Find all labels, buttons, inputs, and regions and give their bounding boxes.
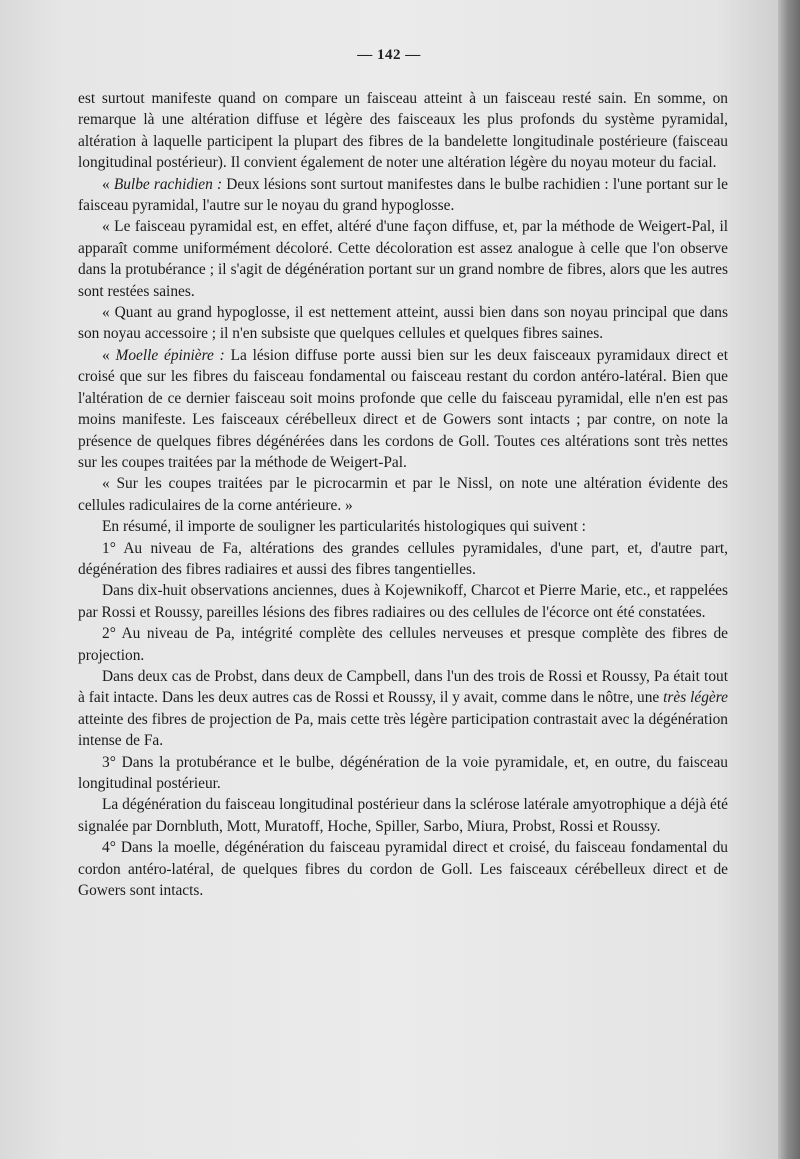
paragraph <box>78 345 728 473</box>
paragraph-prefix: « <box>102 175 114 193</box>
emphasis: très légère <box>663 689 728 707</box>
paragraph-text: Deux lésions sont surtout manifestes dans le bulbe rachidien : l'une portant sur le faisceau pyramidal, l'autre sur le noyau du grand hypoglosse. <box>78 175 728 215</box>
paragraph-prefix: « <box>102 346 116 364</box>
paragraph <box>78 174 728 217</box>
paragraph-text: atteinte des fibres de projection de Pa, mais cette très légère participation contrastait avec la dégénération intense de Fa. <box>78 710 728 750</box>
paragraph: « Sur les coupes traitées par le picrocarmin et par le Nissl, on note une altération évidente des cellules radiculaires de la corne antérieure. » <box>78 475 728 514</box>
paragraph: 1° Au niveau de Fa, altérations des grandes cellules pyramidales, d'une part, et, d'autre part, dégénération des fibres radiaires et aussi des fibres tangentielles. <box>78 539 728 578</box>
paragraph <box>78 666 728 752</box>
paragraph: La dégénération du faisceau longitudinal postérieur dans la sclérose latérale amyotrophique a déjà été signalée par Dornbluth, Mott, Muratoff, Hoche, Spiller, Sarbo, Miura, Probst, Rossi et Roussy. <box>78 796 728 835</box>
paragraph: 4° Dans la moelle, dégénération du faisceau pyramidal direct et croisé, du faisceau fondamental du cordon antéro-latéral, de quelques fibres du cordon de Goll. Les faisceaux cérébelleux direct et de Gowers sont intacts. <box>78 839 728 900</box>
paragraph: 3° Dans la protubérance et le bulbe, dégénération de la voie pyramidale, et, en outre, du faisceau longitudinal postérieur. <box>78 753 728 792</box>
paragraph: « Quant au grand hypoglosse, il est nettement atteint, aussi bien dans son noyau principal que dans son noyau accessoire ; il n'en subsiste que quelques cellules et quelques fibres saines. <box>78 304 728 343</box>
page-number: — 142 — <box>357 47 421 63</box>
section-heading: Moelle épinière : <box>115 346 225 364</box>
paragraph: Dans dix-huit observations anciennes, dues à Kojewnikoff, Charcot et Pierre Marie, etc., et rappelées par Rossi et Roussy, pareilles lésions des fibres radiaires ou des cellules de l'écorce ont été constatées. <box>78 582 728 621</box>
paragraph: est surtout manifeste quand on compare un faisceau atteint à un faisceau resté sain. En somme, on remarque là une altération diffuse et légère des faisceaux les plus profonds du système pyramidal, altération à laquelle participent la plupart des fibres de la bandelette longitudinale postérieure (faisceau longitudinal postérieur). Il convient également de noter une altération légère du noyau moteur du facial. <box>78 90 728 172</box>
body-text <box>78 88 728 901</box>
section-heading: Bulbe rachidien : <box>113 175 223 193</box>
page-edge-shadow <box>778 0 800 1159</box>
paragraph: 2° Au niveau de Pa, intégrité complète des cellules nerveuses et presque complète des fibres de projection. <box>78 625 728 664</box>
paragraph: En résumé, il importe de souligner les particularités histologiques qui suivent : <box>102 518 586 536</box>
paragraph: « Le faisceau pyramidal est, en effet, altéré d'une façon diffuse, et, par la méthode de Weigert-Pal, il apparaît comme uniformément décoloré. Cette décoloration est assez analogue à celle que l'on observe dans la protubérance ; il s'agit de dégénération portant sur un grand nombre de fibres, alors que les autres sont restées saines. <box>78 218 728 300</box>
paragraph-text: Dans deux cas de Probst, dans deux de Campbell, dans l'un des trois de Rossi et Roussy, Pa était tout à fait intacte. Dans les deux autres cas de Rossi et Roussy, il y avait, comme dans le nôtre, une <box>78 667 728 707</box>
paragraph-text: La lésion diffuse porte aussi bien sur les deux faisceaux pyramidaux direct et croisé que sur les fibres du faisceau fondamental ou faisceau restant du cordon antéro-latéral. Bien que l'altération de ce dernier faisceau soit moins profonde que celle du faisceau pyramidal, elle n'en est pas moins manifeste. Les faisceaux cérébelleux direct et de Gowers sont intacts ; par contre, on note la présence de quelques fibres dégénérées dans les cordons de Goll. Toutes ces altérations sont très nettes sur les coupes traitées par la méthode de Weigert-Pal. <box>78 346 729 471</box>
